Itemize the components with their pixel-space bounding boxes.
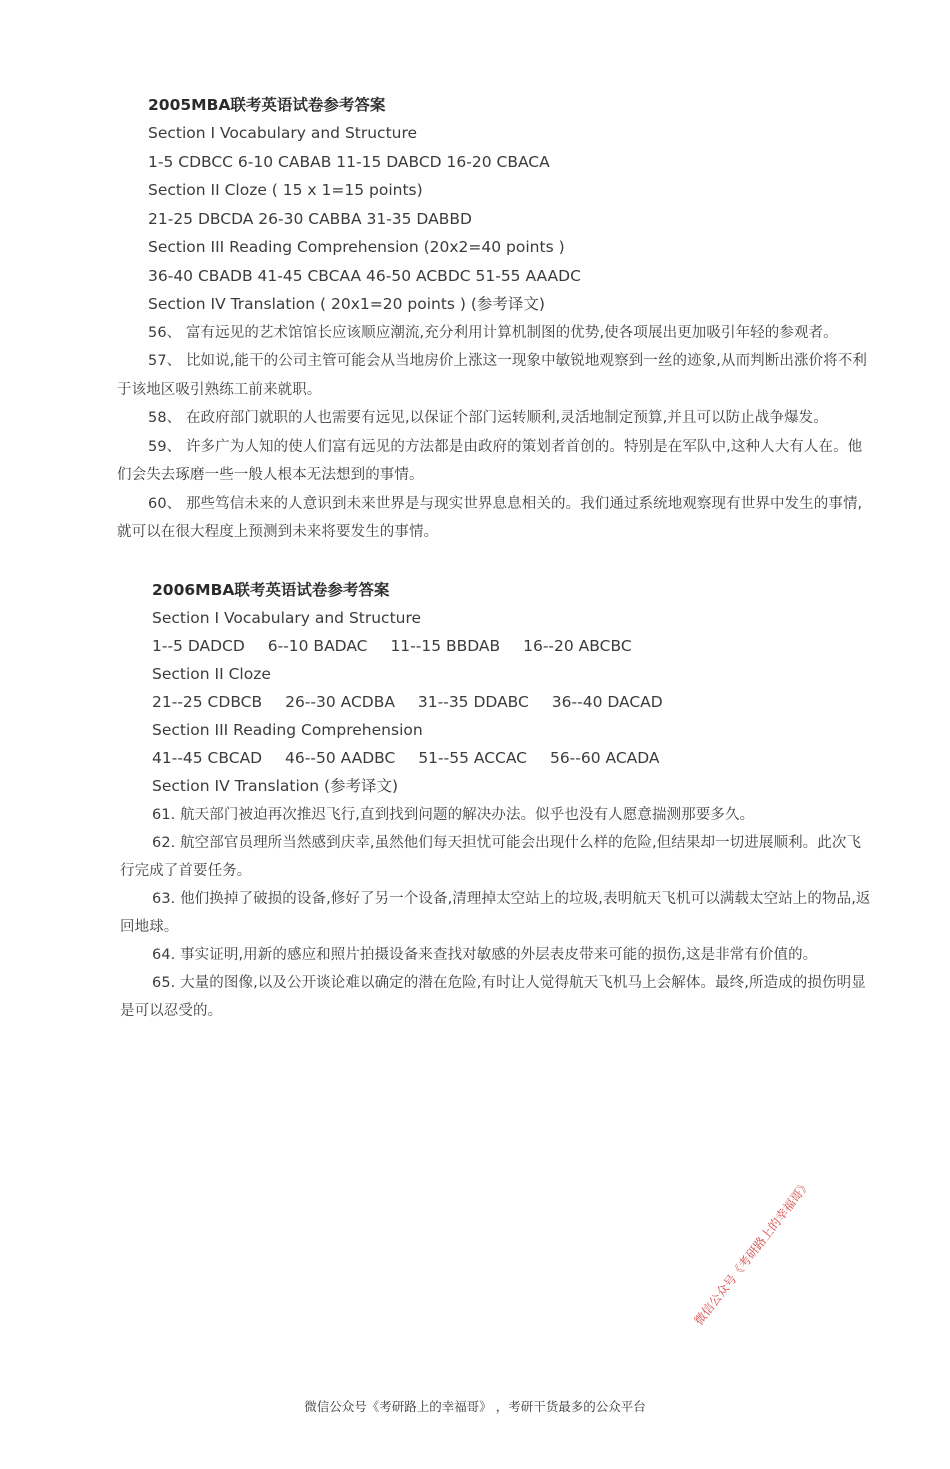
answer-group: 51--55 ACCAC [418, 749, 528, 767]
section-heading: Section III Reading Comprehension [152, 721, 423, 739]
answer-group: 36--40 DACAD [551, 693, 663, 711]
answer-group: 6--10 BADAC [267, 637, 368, 655]
translation-65: 65. 大量的图像,以及公开谈论难以确定的潜在危险,有时让人觉得航天飞机马上会解体。最终,所造成的损伤明显 [152, 975, 866, 991]
answer-group: 46--50 AADBC [285, 749, 396, 767]
translation-57-cont: 于该地区吸引熟练工前来就职。 [117, 382, 322, 398]
answer-group: 26--30 ACDBA [285, 693, 395, 711]
answer-line: 1-5 CDBCC 6-10 CABAB 11-15 DABCD 16-20 CBACA [148, 153, 550, 171]
section-heading: Section I Vocabulary and Structure [148, 124, 418, 142]
translation-56: 56、 富有远见的艺术馆馆长应该顺应潮流,充分利用计算机制图的优势,使各项展出更加吸引年轻的参观者。 [148, 325, 838, 341]
translation-63: 63. 他们换掉了破损的设备,修好了另一个设备,清理掉太空站上的垃圾,表明航天飞机可以满载太空站上的物品,返 [152, 891, 871, 907]
answer-group: 21--25 CDBCB [152, 693, 263, 711]
translation-64: 64. 事实证明,用新的感应和照片拍摄设备来查找对敏感的外层表皮带来可能的损伤,这是非常有价值的。 [152, 947, 818, 963]
answer-group: 31--35 DDABC [417, 693, 529, 711]
section-title-2006: 2006MBA联考英语试卷参考答案 [152, 581, 390, 599]
answer-group: 41--45 CBCAD [152, 749, 263, 767]
section-heading: Section I Vocabulary and Structure [152, 609, 422, 627]
section-heading: Section III Reading Comprehension (20x2=40 points ) [148, 238, 565, 256]
translation-61: 61. 航天部门被迫再次推迟飞行,直到找到问题的解决办法。似乎也没有人愿意揣测那要多久。 [152, 807, 755, 823]
answer-row [152, 692, 663, 712]
watermark-stamp: 微信公众号《考研路上的幸福哥》 [691, 1177, 814, 1328]
answer-row [152, 636, 632, 656]
answer-line: 36-40 CBADB 41-45 CBCAA 46-50 ACBDC 51-55 AAADC [148, 267, 581, 285]
translation-63-cont: 回地球。 [120, 919, 179, 935]
translation-59-cont: 们会失去琢磨一些一般人根本无法想到的事情。 [117, 467, 424, 483]
section-title-2005: 2005MBA联考英语试卷参考答案 [148, 96, 386, 114]
answer-group: 56--60 ACADA [549, 749, 660, 767]
page-footer: 微信公众号《考研路上的幸福哥》 ，考研干货最多的公众平台 [304, 1399, 646, 1414]
translation-58: 58、 在政府部门就职的人也需要有远见,以保证个部门运转顺利,灵活地制定预算,并且可以防止战争爆发。 [148, 410, 828, 426]
translation-65-cont: 是可以忍受的。 [120, 1003, 223, 1019]
answer-row [152, 748, 660, 768]
section-heading: Section II Cloze [152, 665, 271, 683]
section-heading: Section IV Translation ( 20x1=20 points ) (参考译文) [148, 295, 545, 313]
translation-57: 57、 比如说,能干的公司主管可能会从当地房价上涨这一现象中敏锐地观察到一丝的迹象,从而判断出涨价将不利 [148, 353, 867, 369]
answer-group: 16--20 ABCBC [523, 637, 632, 655]
translation-60-cont: 就可以在很大程度上预测到未来将要发生的事情。 [117, 524, 439, 540]
answer-group: 1--5 DADCD [152, 637, 245, 655]
translation-60: 60、 那些笃信未来的人意识到未来世界是与现实世界息息相关的。我们通过系统地观察现有世界中发生的事情, [148, 496, 863, 512]
answer-group: 11--15 BBDAB [390, 637, 501, 655]
section-heading: Section II Cloze ( 15 x 1=15 points) [148, 181, 423, 199]
answer-line: 21-25 DBCDA 26-30 CABBA 31-35 DABBD [148, 210, 472, 228]
translation-62: 62. 航空部官员理所当然感到庆幸,虽然他们每天担忧可能会出现什么样的危险,但结果却一切进展顺利。此次飞 [152, 835, 862, 851]
section-heading: Section IV Translation (参考译文) [152, 777, 399, 795]
translation-59: 59、 许多广为人知的使人们富有远见的方法都是由政府的策划者首创的。特别是在军队中,这种人大有人在。他 [148, 439, 863, 455]
translation-62-cont: 行完成了首要任务。 [120, 863, 252, 879]
